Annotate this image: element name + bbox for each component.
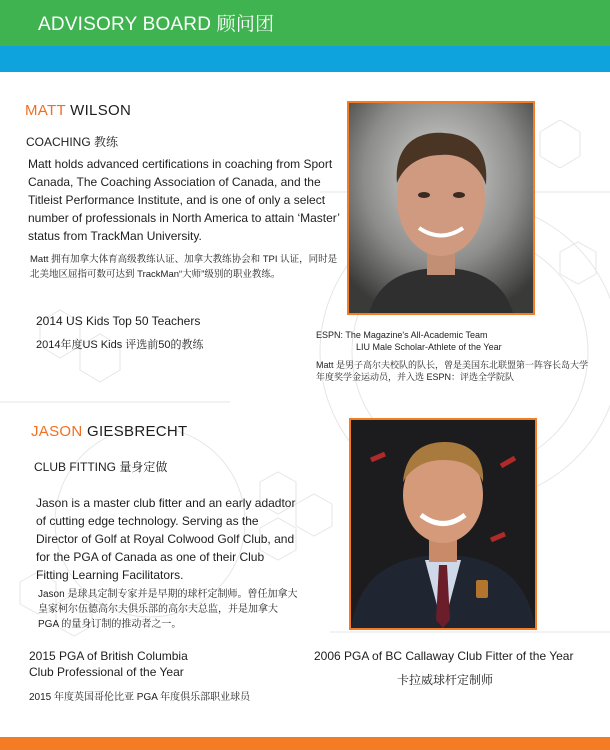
photo-caption-line1: ESPN: The Magazine's All-Academic Team (316, 330, 488, 340)
header-accent-bar (0, 46, 610, 72)
member-role: CLUB FITTING 量身定做 (34, 460, 168, 474)
member-first-name: JASON (31, 423, 83, 440)
footer-bar (0, 737, 610, 750)
photo-caption-zh: 卡拉威球杆定制师 (397, 673, 494, 687)
member-role: COACHING 教练 (26, 135, 119, 149)
member-award-en-line2: Club Professional of the Year (29, 665, 184, 679)
member-bio-zh: Jason 是球具定制专家并是早期的球杆定制师。曾任加拿大皇家柯尔伍德高尔夫俱乐部的高尔夫总监，并是加拿大 PGA 的量身订制的推动者之一。 (38, 589, 298, 630)
member-award-zh: 2015 年度英国哥伦比亚 PGA 年度俱乐部职业球员 (29, 692, 251, 703)
member-bio-zh: Matt 拥有加拿大体育高级教练认证、加拿大教练协会和 TPI 认证，同时是北美地区屈指可数可达到 TrackMan“大师”级别的职业教练。 (30, 254, 338, 280)
member-name (31, 423, 188, 440)
photo-caption-line1: 2006 PGA of BC Callaway Club Fitter of the Year (314, 649, 574, 663)
member-award-en: 2014 US Kids Top 50 Teachers (36, 314, 201, 328)
member-bio-en: Jason is a master club fitter and an early adadtor of cutting edge technology. Serving as the Director of Golf at Royal Colwood Golf Club, and for the PGA of Canada as one of their Club Fitting Learning Facilitators. (36, 496, 296, 582)
member-last-name: WILSON (70, 102, 132, 119)
member-last-name: GIESBRECHT (86, 423, 188, 440)
page-title: ADVISORY BOARD 顾问团 (38, 14, 275, 35)
member-photo-jason (349, 418, 537, 630)
photo-caption-zh: Matt 是男子高尔夫校队的队长，曾是美国东北联盟第一阵容长岛大学年度奖学金运动员，并入选 ESPN：评选全学院队 (316, 360, 589, 382)
member-name (25, 102, 131, 119)
member-award-zh: 2014年度US Kids 评选前50的教练 (36, 339, 204, 351)
member-bio-en: Matt holds advanced certifications in coaching from Sport Canada, The Coaching Association of Canada, and the Titleist Performance Institute, and is one of only a select number of professionals in North America to attain ‘Master’ status from TrackMan University. (28, 157, 340, 243)
member-first-name: MATT (25, 102, 66, 119)
member-award-en-line1: 2015 PGA of British Columbia (29, 649, 188, 663)
photo-caption-line2: LIU Male Scholar-Athlete of the Year (356, 342, 502, 352)
member-photo-matt (347, 101, 535, 315)
